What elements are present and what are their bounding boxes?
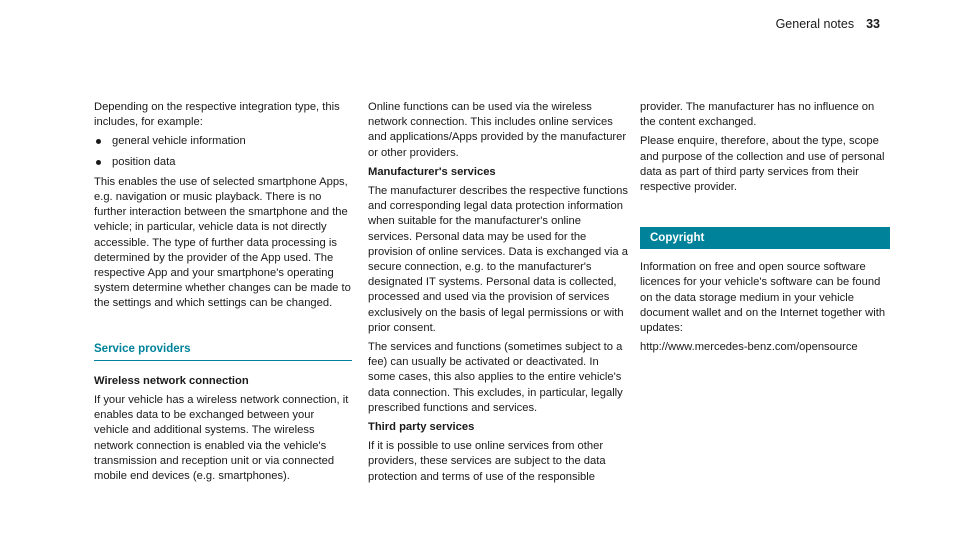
manufacturer-services-paragraph: The manufacturer describes the respective functions and corresponding legal data protection information when suitable for the manufacturer's online services. Personal data may be used for the provision of online services. Data is exchanged via a secure connection, e.g. to the manufacturer's designated IT systems. Personal data is collected, processed and used via the provision of services exclusively on the basis of legal permissions or with prior consent. [368,185,628,334]
third-party-services-paragraph: If it is possible to use online services from other providers, these services are subject to the data protection and terms of use of the responsible [368,440,606,483]
wireless-network-paragraph: If your vehicle has a wireless network connection, it enables data to be exchanged between your vehicle and additional systems. The wireless network connection is enabled via the vehicle's transmission and reception unit or via connected mobile end devices (e.g. smartphones). [94,394,349,483]
section-title: General notes [775,17,855,31]
list-item: general vehicle information [94,134,352,149]
page-number: 33 [866,17,880,31]
copyright-paragraph: Information on free and open source software licences for your vehicle's software can be found on the data storage medium in your vehicle document wallet and on the Internet together with updates: [640,261,886,335]
copyright-banner: Copyright [640,227,890,249]
services-activation-paragraph: The services and functions (sometimes subject to a fee) can usually be activated or deactivated. In some cases, this also applies to the entire vehicle's data connection. This excludes, in particular, legally prescribed functions and services. [368,341,623,414]
wireless-network-heading: Wireless network connection [94,374,249,387]
third-party-services-heading: Third party services [368,421,475,434]
column-right [640,100,890,359]
service-providers-heading: Service providers [94,342,352,361]
integration-data-list [94,134,352,169]
column-left [94,100,352,488]
provider-continued-paragraph: provider. The manufacturer has no influence on the content exchanged. [640,101,875,129]
column-middle [368,100,628,489]
list-item: position data [94,155,352,170]
opensource-url: http://www.mercedes-benz.com/opensource [640,341,858,354]
manufacturer-services-heading: Manufacturer's services [368,165,496,178]
page-header [776,17,880,31]
smartphone-apps-paragraph: This enables the use of selected smartphone Apps, e.g. navigation or music playback. There is no further interaction between the smartphone and the vehicle; in particular, vehicle data is not directly accessible. The type of further data processing is determined by the provider of the App used. The respective App and your smartphone's operating system determine whether changes can be made to the settings and which settings can be changed. [94,175,351,310]
online-functions-paragraph: Online functions can be used via the wireless network connection. This includes online services and applications/Apps provided by the manufacturer or other providers. [368,101,627,159]
enquire-paragraph: Please enquire, therefore, about the type, scope and purpose of the collection and use of personal data as part of third party services from their respective provider. [640,135,885,194]
intro-paragraph: Depending on the respective integration type, this includes, for example: [94,101,340,129]
